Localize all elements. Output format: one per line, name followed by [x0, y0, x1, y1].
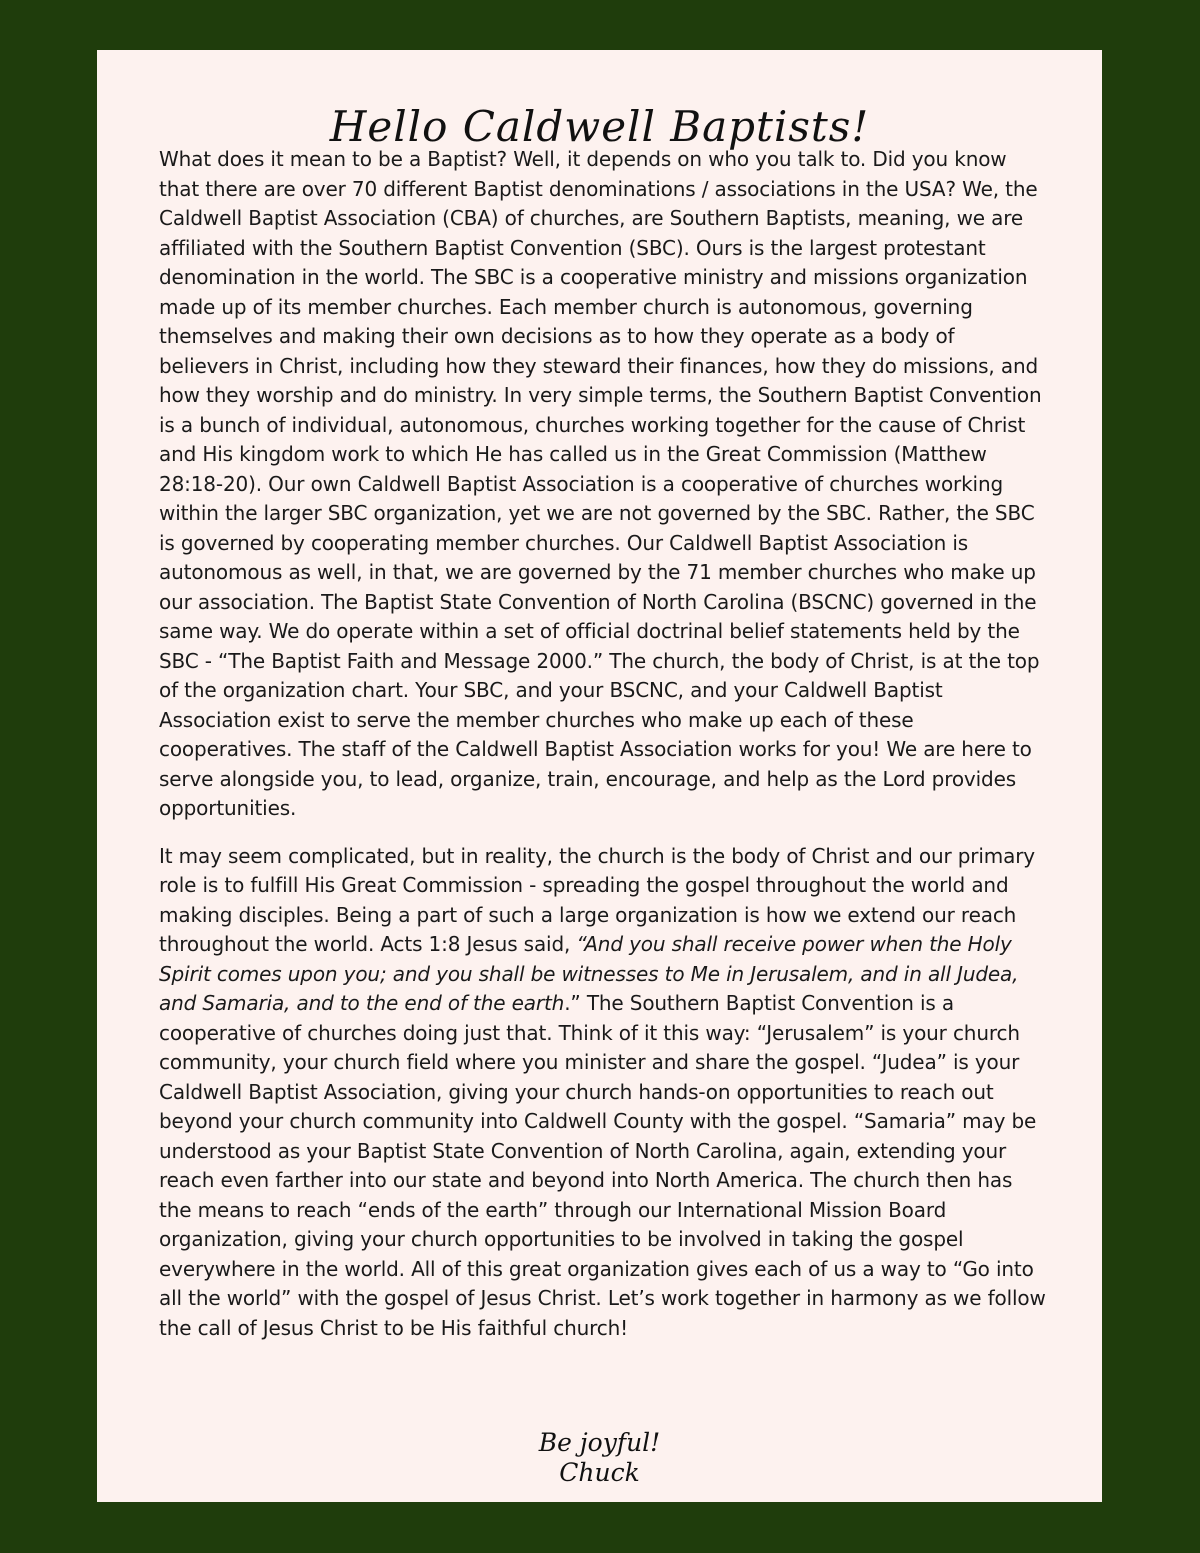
- paragraph-2: [159, 842, 1049, 1344]
- letter-body: [159, 145, 1049, 1361]
- paragraph-2-rest: .” The Southern Baptist Convention is a cooperative of churches doing just that. Think of it this way: “Jerusalem” is your church community, your church field where you minister and share the gospel. “Judea” is your Caldwell Baptist Association, giving your church hands-on opportunities to reach out beyond your church community into Caldwell County with the gospel. “Samaria” may be understood as your Baptist State Convention of North Carolina, again, extending your reach even farther into our state and beyond into North America. The church then has the means to reach “ends of the earth” through our International Mission Board organization, giving your church opportunities to be involved in taking the gospel everywhere in the world. All of this great organization gives each of us a way to “Go into all the world” with the gospel of Jesus Christ. Let’s work together in harmony as we follow the call of Jesus Christ to be His faithful church!: [159, 991, 1046, 1340]
- letter-title: Hello Caldwell Baptists!: [329, 102, 870, 151]
- signature-name: Chuck: [559, 1458, 640, 1487]
- paragraph-1: What does it mean to be a Baptist? Well, it depends on who you talk to. Did you know that there are over 70 different Baptist denominations / associations in the USA? We, the Caldwell Baptist Association (CBA) of churches, are Southern Baptists, meaning, we are affiliated with the Southern Baptist Convention (SBC). Ours is the largest protestant denomination in the world. The SBC is a cooperative ministry and missions organization made up of its member churches. Each member church is autonomous, governing themselves and making their own decisions as to how they operate as a body of believers in Christ, including how they steward their finances, how they do missions, and how they worship and do ministry. In very simple terms, the Southern Baptist Convention is a bunch of individual, autonomous, churches working together for the cause of Christ and His kingdom work to which He has called us in the Great Commission (Matthew 28:18-20). Our own Caldwell Baptist Association is a cooperative of churches working within the larger SBC organization, yet we are not governed by the SBC. Rather, the SBC is governed by cooperating member churches. Our Caldwell Baptist Association is autonomous as well, in that, we are governed by the 71 member churches who make up our association. The Baptist State Convention of North Carolina (BSCNC) governed in the same way. We do operate within a set of official doctrinal belief statements held by the SBC - “The Baptist Faith and Message 2000.” The church, the body of Christ, is at the top of the organization chart. Your SBC, and your BSCNC, and your Caldwell Baptist Association exist to serve the member churches who make up each of these cooperatives. The staff of the Caldwell Baptist Association works for you! We are here to serve alongside you, to lead, organize, train, encourage, and help as the Lord provides opportunities.: [159, 147, 1042, 820]
- signature-block: [97, 1428, 1102, 1488]
- closing-line: Be joyful!: [538, 1428, 661, 1457]
- letter-page: [97, 50, 1102, 1502]
- paragraph-2-intro: It may seem complicated, but in reality, the church is the body of Christ and our primary role is to fulfill His Great Commission - spreading the gospel throughout the world and making disciples. Being a part of such a large organization is how we extend our reach throughout the world. Acts 1:8 Jesus said,: [159, 843, 1035, 956]
- scripture-quote: “And you shall receive power when the Holy Spirit comes upon you; and you shall be witnesses to Me in Jerusalem, and in all Judea, and Samaria, and to the end of the earth: [159, 932, 1019, 1015]
